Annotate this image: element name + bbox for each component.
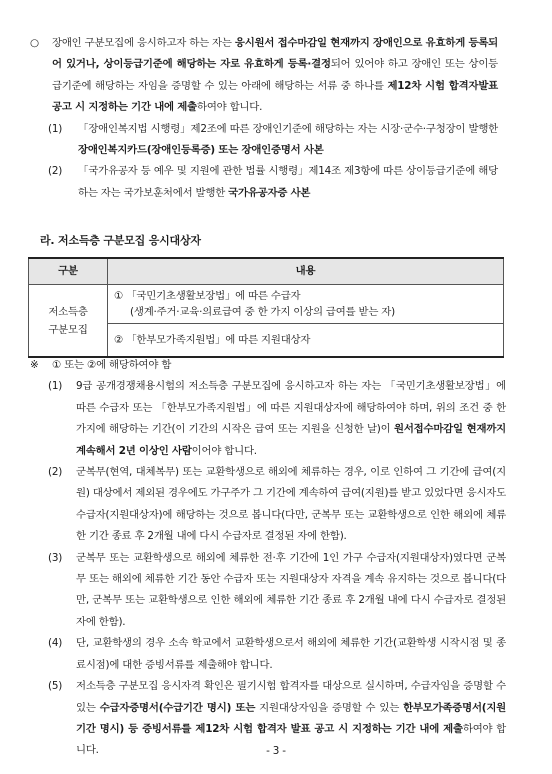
note-item: (2) 군복무(현역, 대체복무) 또는 교환학생으로 해외에 체류하는 경우, 이로 인하여 그 기간에 급여(지원) 대상에서 제외된 경우에도 가구주가 그 기간에 계속하여 급여(지원)를 받고 있었다면 응시자도 수급자(지원대상자)에 해당하는 것으로 봅니다(다만, 군복무 또는 교환학생으로 인한 해외에 체류한 기간 종료 후 2개월 내에 다시 수급자로 결정된 자에 한함). xyxy=(48,466,506,543)
disabled-applicant-paragraph xyxy=(30,33,498,204)
page-number: - 3 - xyxy=(266,745,286,757)
table-row: ① 「국민기초생활보장법」에 따른 수급자 (생계·주거·교육·의료급여 중 한 가지 이상의 급여를 받는 자) xyxy=(108,285,504,324)
table-category-cell: 저소득층 구분모집 xyxy=(29,285,108,358)
note-item: (1) 9급 공개경쟁채용시험의 저소득층 구분모집에 응시하고자 하는 자는 「국민기초생활보장법」에 따른 수급자 또는 「한부모가족지원법」에 따른 지원대상자에 해당하여야 하며, 위의 조건 중 한 가지에 해당하는 기간(이 기간의 시작은 급여 또는 지원을 신청한 날)이 원서접수마감일 현재까지 계속해서 2년 이상인 사람이어야 합니다. xyxy=(48,380,506,457)
notes-section xyxy=(30,355,506,762)
reference-mark: ※ xyxy=(30,359,39,371)
eligibility-table xyxy=(28,257,504,358)
table-row: ② 「한부모가족지원법」에 따른 지원대상자 xyxy=(108,324,504,358)
intro-item: (2) 「국가유공자 등 예우 및 지원에 관한 법률 시행령」제14조 제3항에 따른 상이등급기준에 해당하는 자는 국가보훈처에서 발행한 국가유공자증 사본 xyxy=(48,165,498,199)
table-header-content: 내용 xyxy=(108,258,504,285)
note-item: (4) 단, 교환학생의 경우 소속 학교에서 교환학생으로서 해외에 체류한 기간(교환학생 시작시점 및 종료시점)에 대한 증빙서류를 제출해야 합니다. xyxy=(48,637,506,671)
note-item: (5) 저소득층 구분모집 응시자격 확인은 필기시험 합격자를 대상으로 실시하며, 수급자임을 증명할 수 있는 수급자증명서(수급기간 명시) 또는 지원대상자임을 증명할 수 있는 한부모가족증명서(지원기간 명시) 등 증빙서류를 제12차 시험 합격자 발표 공고 시 지정하는 기간 내에 제출하여야 합니다. xyxy=(48,680,507,757)
table-header-category: 구분 xyxy=(29,258,108,285)
note-item: (3) 군복무 또는 교환학생으로 해외에 체류한 전·후 기간에 1인 가구 수급자(지원대상자)였다면 군복무 또는 해외에 체류한 기간 동안 수급자 또는 지원대상자 자격을 계속 유지하는 것으로 봅니다(다만, 군복무 또는 교환학생으로 인한 해외에 체류한 기간 종료 후 2개월 내에 다시 수급자로 결정된 자에 한함). xyxy=(48,551,506,628)
intro-item: (1) 「장애인복지법 시행령」제2조에 따른 장애인기준에 해당하는 자는 시장·군수·구청장이 발행한 장애인복지카드(장애인등록증) 또는 장애인증명서 사본 xyxy=(48,122,498,157)
circle-bullet: ○ xyxy=(30,37,39,49)
intro-text: 장애인 구분모집에 응시하고자 하는 자는 응시원서 접수마감일 현재까지 장애인으로 유효하게 등록되어 있거나, 상이등급기준에 해당하는 자로 유효하게 등록·결정되어 있어야 하고 장애인 또는 상이등급기준에 해당하는 자임을 증명할 수 있는 아래에 해당하는 서류 중 하나를 제12차 시험 합격자발표 공고 시 지정하는 기간 내에 제출하여야 합니다. xyxy=(52,37,499,114)
notes-heading: ① 또는 ②에 해당하여야 함 xyxy=(52,359,172,371)
section-heading: 라. 저소득층 구분모집 응시대상자 xyxy=(40,234,201,247)
